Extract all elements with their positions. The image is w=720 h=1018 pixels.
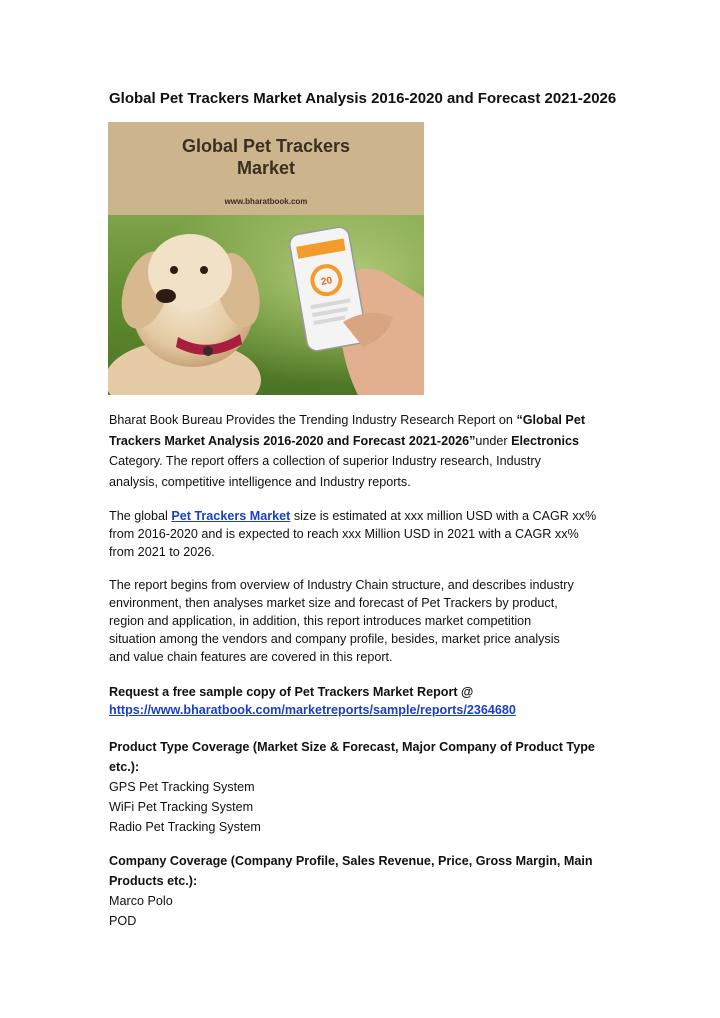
product-type-heading: Product Type Coverage (Market Size & Forecast, Major Company of Product Type — [109, 740, 595, 754]
size-line1-rest: size is estimated at xxx million USD with a CAGR xx% — [290, 509, 597, 523]
overview-line: and value chain features are covered in this report. — [109, 650, 393, 664]
sample-label: Request a free sample copy of Pet Trackers Market Report @ — [109, 685, 474, 699]
hero-image — [108, 122, 424, 395]
overview-line: The report begins from overview of Industry Chain structure, and describes industry — [109, 578, 574, 592]
company-heading: Company Coverage (Company Profile, Sales Revenue, Price, Gross Margin, Main — [109, 854, 593, 868]
company-heading-cont: Products etc.): — [109, 874, 198, 888]
product-type-item: Radio Pet Tracking System — [109, 820, 261, 834]
sample-url-link[interactable]: https://www.bharatbook.com/marketreports/sample/reports/2364680 — [109, 703, 516, 717]
intro-paragraph — [109, 410, 619, 492]
product-type-heading-cont: etc.): — [109, 760, 140, 774]
banner-site: www.bharatbook.com — [224, 197, 308, 206]
sample-request — [109, 683, 619, 719]
company-item: Marco Polo — [109, 894, 173, 908]
intro-line4: analysis, competitive intelligence and Industry reports. — [109, 474, 411, 489]
size-line3: from 2021 to 2026. — [109, 545, 215, 559]
intro-text: Bharat Book Bureau Provides the Trending Industry Research Report on — [109, 413, 517, 427]
banner-heading-line1: Global Pet Trackers — [181, 136, 351, 156]
company-section — [109, 851, 619, 931]
intro-line3: Category. The report offers a collection of superior Industry research, Industry — [109, 454, 541, 469]
product-type-item: WiFi Pet Tracking System — [109, 800, 254, 814]
product-type-section — [109, 737, 619, 837]
banner-heading-line2: Market — [236, 158, 296, 178]
market-size-paragraph — [109, 507, 619, 561]
size-line2: from 2016-2020 and is expected to reach xxx Million USD in 2021 with a CAGR xx% — [109, 527, 579, 541]
pet-trackers-market-link[interactable]: Pet Trackers Market — [171, 509, 291, 523]
company-item: POD — [109, 914, 137, 928]
product-type-item: GPS Pet Tracking System — [109, 780, 255, 794]
page-title: Global Pet Trackers Market Analysis 2016-2020 and Forecast 2021-2026 — [109, 90, 617, 107]
overview-line: region and application, in addition, this report introduces market competition — [109, 614, 532, 628]
report-title-bold-cont: Trackers Market Analysis 2016-2020 and Forecast 2021-2026” — [109, 433, 476, 448]
size-prefix: The global — [109, 509, 172, 523]
report-title-bold: “Global Pet — [516, 413, 586, 427]
overview-paragraph — [109, 576, 619, 666]
under-text: under — [475, 433, 512, 448]
overview-line: situation among the vendors and company profile, besides, market price analysis — [109, 632, 560, 646]
category-name: Electronics — [511, 433, 580, 448]
phone-number-readout: 20 — [320, 275, 334, 288]
overview-line: environment, then analyses market size and forecast of Pet Trackers by product, — [109, 596, 558, 610]
